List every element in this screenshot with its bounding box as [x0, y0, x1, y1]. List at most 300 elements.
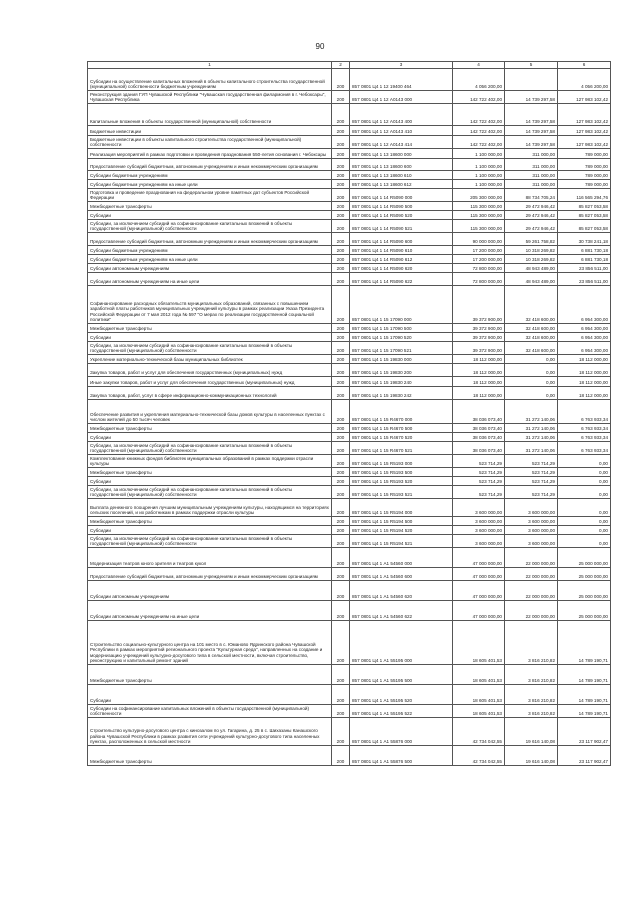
row-name: Модернизация театров юного зрителя и театров кукол: [88, 547, 332, 567]
row-code: 200: [332, 272, 350, 285]
row-plan: 1 100 000,00: [453, 180, 505, 189]
table-row: [88, 386, 611, 399]
row-executed: 88 734 705,24: [505, 189, 558, 202]
row-remaining: 6 954 300,00: [558, 332, 611, 341]
row-classification: 857 0801 Ц4 1 15 R5193 521: [350, 485, 453, 498]
row-plan: 39 372 900,00: [453, 323, 505, 332]
row-plan: 38 036 073,40: [453, 432, 505, 441]
header-col-4: 4: [453, 62, 505, 69]
table-row: [88, 332, 611, 341]
row-executed: 29 472 946,42: [505, 210, 558, 219]
row-remaining: 14 789 190,71: [558, 684, 611, 704]
row-classification: 857 0801 Ц4 1 15 R5193 000: [350, 454, 453, 467]
row-code: 200: [332, 423, 350, 432]
row-name: Межбюджетные трансферты: [88, 745, 332, 765]
row-remaining: 789 000,00: [558, 171, 611, 180]
table-row: [88, 704, 611, 717]
row-plan: 1 100 000,00: [453, 149, 505, 159]
row-executed: 48 943 489,00: [505, 263, 558, 272]
row-classification: 857 0801 Ц4 1 А1 55195 500: [350, 664, 453, 684]
row-classification: 857 0801 Ц4 1 А1 55876 000: [350, 717, 453, 745]
row-plan: 3 600 000,00: [453, 534, 505, 547]
row-code: 200: [332, 180, 350, 189]
table-row: [88, 567, 611, 580]
row-executed: 29 472 946,42: [505, 219, 558, 232]
row-name: Бюджетные инвестиции: [88, 126, 332, 136]
row-executed: 311 000,00: [505, 171, 558, 180]
row-classification: 857 0801 Ц4 1 15 R5193 520: [350, 476, 453, 485]
row-classification: 857 0801 Ц4 1 15 R4670 520: [350, 432, 453, 441]
row-executed: 3 816 210,82: [505, 664, 558, 684]
row-code: 200: [332, 341, 350, 354]
row-classification: 857 0801 Ц4 1 15 19830 200: [350, 363, 453, 376]
row-plan: 142 722 402,00: [453, 136, 505, 149]
budget-table: [87, 61, 611, 766]
row-executed: 523 714,29: [505, 454, 558, 467]
page-number: 90: [315, 42, 325, 51]
table-row: [88, 341, 611, 354]
row-executed: 59 261 758,82: [505, 232, 558, 245]
row-name: Закупка товаров, работ, услуг в сфере информационно-коммуникационных технологий: [88, 386, 332, 399]
row-code: 200: [332, 263, 350, 272]
row-classification: 857 0801 Ц4 1 15 R5194 000: [350, 498, 453, 516]
row-executed: 3 816 210,82: [505, 684, 558, 704]
row-name: Обеспечение развития и укрепления материально-технической базы домов культуры в населенных пунктах с числом жителей до 50 тысяч человек: [88, 399, 332, 423]
row-remaining: 127 983 102,42: [558, 104, 611, 126]
table-row: [88, 516, 611, 525]
row-code: 200: [332, 126, 350, 136]
row-plan: 90 000 000,00: [453, 232, 505, 245]
row-executed: 14 739 297,58: [505, 91, 558, 104]
row-executed: 31 272 140,06: [505, 432, 558, 441]
row-plan: 523 714,29: [453, 467, 505, 476]
row-executed: 31 272 140,06: [505, 441, 558, 454]
row-code: 200: [332, 516, 350, 525]
row-remaining: 18 112 000,00: [558, 376, 611, 386]
row-executed: 523 714,29: [505, 485, 558, 498]
row-name: Бюджетные инвестиции в объекты капитального строительства государственной (муниципальной) собственности: [88, 136, 332, 149]
table-row: [88, 285, 611, 323]
row-code: 200: [332, 498, 350, 516]
table-row: [88, 485, 611, 498]
row-name: Субсидии: [88, 432, 332, 441]
table-row: [88, 423, 611, 432]
row-classification: 857 0801 Ц4 1 15 17090 500: [350, 323, 453, 332]
row-remaining: 6 763 933,34: [558, 432, 611, 441]
row-code: 200: [332, 171, 350, 180]
row-executed: 3 600 000,00: [505, 534, 558, 547]
row-classification: 857 0801 Ц4 1 13 18600 000: [350, 149, 453, 159]
row-plan: 17 200 000,00: [453, 254, 505, 263]
row-code: 200: [332, 525, 350, 534]
row-executed: 14 739 297,58: [505, 126, 558, 136]
header-col-3: 3: [350, 62, 453, 69]
row-code: 200: [332, 467, 350, 476]
row-remaining: 4 056 200,00: [558, 69, 611, 91]
row-classification: 857 0801 Ц4 1 14 R5090 000: [350, 189, 453, 202]
table-row: [88, 580, 611, 600]
row-name: Субсидии бюджетным учреждениям на иные цели: [88, 180, 332, 189]
row-code: 200: [332, 600, 350, 620]
row-name: Предоставление субсидий бюджетным, автономным учреждениям и иным некоммерческим организациям: [88, 159, 332, 171]
table-row: [88, 432, 611, 441]
table-row: [88, 263, 611, 272]
row-remaining: 18 112 000,00: [558, 363, 611, 376]
row-plan: 523 714,29: [453, 485, 505, 498]
row-classification: 857 0801 Ц4 1 12 А0143 410: [350, 126, 453, 136]
row-code: 200: [332, 745, 350, 765]
row-code: 200: [332, 210, 350, 219]
row-name: Подготовка и проведение празднования на федеральном уровне памятных дат субъектов Российской Федерации: [88, 189, 332, 202]
table-row: [88, 232, 611, 245]
row-code: 200: [332, 219, 350, 232]
row-remaining: 0,00: [558, 454, 611, 467]
row-remaining: 6 881 730,18: [558, 254, 611, 263]
row-code: 200: [332, 232, 350, 245]
row-name: Строительство культурно-досугового центра с кинозалом по ул. Гагарина, д. 25 в с. Шихазаны Канашского района Чувашской Республики в рамках развития сети учреждений культурно-досугового типа населенных пунктах, расположенных в сельской местности: [88, 717, 332, 745]
row-plan: 142 722 402,00: [453, 126, 505, 136]
row-classification: 857 0801 Ц4 1 А1 54560 600: [350, 567, 453, 580]
row-code: 200: [332, 580, 350, 600]
row-name: Субсидии автономным учреждениям на иные цели: [88, 600, 332, 620]
table-row: [88, 467, 611, 476]
row-classification: 857 0801 Ц4 1 14 R5090 610: [350, 245, 453, 254]
row-executed: 31 272 140,06: [505, 423, 558, 432]
row-executed: 19 616 140,08: [505, 717, 558, 745]
row-remaining: 0,00: [558, 476, 611, 485]
row-code: 200: [332, 717, 350, 745]
row-code: 200: [332, 201, 350, 210]
row-classification: 857 0801 Ц4 1 15 17090 520: [350, 332, 453, 341]
row-remaining: 85 827 053,58: [558, 201, 611, 210]
row-plan: 523 714,29: [453, 476, 505, 485]
row-remaining: 25 000 000,00: [558, 580, 611, 600]
row-classification: 857 0801 Ц4 1 15 19830 240: [350, 376, 453, 386]
table-row: [88, 547, 611, 567]
row-plan: 38 036 073,40: [453, 441, 505, 454]
row-name: Субсидии, за исключением субсидий на софинансирование капитальных вложений в объекты государственной (муниципальной) собственности: [88, 219, 332, 232]
row-name: Укрепление материально-технической базы муниципальных библиотек: [88, 354, 332, 363]
row-classification: 857 0801 Ц4 1 15 17090 000: [350, 285, 453, 323]
row-remaining: 18 112 000,00: [558, 386, 611, 399]
row-classification: 857 0801 Ц4 1 14 R5090 500: [350, 201, 453, 210]
row-plan: 38 036 073,40: [453, 399, 505, 423]
row-name: Капитальные вложения в объекты государственной (муниципальной) собственности: [88, 104, 332, 126]
row-name: Межбюджетные трансферты: [88, 664, 332, 684]
row-executed: 32 418 600,00: [505, 285, 558, 323]
row-executed: 31 272 140,06: [505, 399, 558, 423]
row-executed: 0,00: [505, 354, 558, 363]
row-executed: 10 318 269,82: [505, 254, 558, 263]
row-classification: 857 0801 Ц4 1 15 R4670 500: [350, 423, 453, 432]
row-classification: 857 0801 Ц4 1 14 R5090 520: [350, 210, 453, 219]
row-name: Субсидии: [88, 210, 332, 219]
table-row: [88, 498, 611, 516]
row-executed: 3 600 000,00: [505, 525, 558, 534]
row-plan: 3 600 000,00: [453, 498, 505, 516]
row-classification: 857 0801 Ц4 1 А1 54560 620: [350, 580, 453, 600]
row-name: Предоставление субсидий бюджетным, автономным учреждениям и иным некоммерческим организациям: [88, 567, 332, 580]
row-remaining: 23 856 511,00: [558, 263, 611, 272]
row-plan: 523 714,29: [453, 454, 505, 467]
row-code: 200: [332, 91, 350, 104]
row-classification: 857 0801 Ц4 1 15 R4670 521: [350, 441, 453, 454]
row-plan: 18 605 401,53: [453, 664, 505, 684]
row-classification: 857 0801 Ц4 1 А1 55195 522: [350, 704, 453, 717]
header-col-1: 1: [88, 62, 332, 69]
row-remaining: 0,00: [558, 485, 611, 498]
row-remaining: 6 954 300,00: [558, 341, 611, 354]
row-remaining: 0,00: [558, 534, 611, 547]
row-remaining: 6 763 933,34: [558, 423, 611, 432]
table-row: [88, 91, 611, 104]
row-classification: 857 0801 Ц4 1 15 R5194 500: [350, 516, 453, 525]
row-code: 200: [332, 432, 350, 441]
row-remaining: 0,00: [558, 498, 611, 516]
row-plan: 18 605 401,53: [453, 684, 505, 704]
row-code: 200: [332, 254, 350, 263]
row-code: 200: [332, 69, 350, 91]
row-code: 200: [332, 547, 350, 567]
row-remaining: 6 954 300,00: [558, 285, 611, 323]
row-plan: 18 112 000,00: [453, 354, 505, 363]
row-remaining: 789 000,00: [558, 149, 611, 159]
row-plan: 4 056 200,00: [453, 69, 505, 91]
table-row: [88, 620, 611, 664]
row-code: 200: [332, 441, 350, 454]
row-plan: 115 300 000,00: [453, 210, 505, 219]
table-row: [88, 684, 611, 704]
row-code: 200: [332, 534, 350, 547]
row-remaining: 6 763 933,34: [558, 441, 611, 454]
table-row: [88, 745, 611, 765]
row-name: Строительство социально-культурного центра на 101 место в с. Юманово Ядринского района Чувашской Республики в рамках мероприятий регионального проекта "Культурная среда", направленных на создание и модернизацию учреждений культурно-досугового типа в сельской местности, включая строительство, реконструкцию и капитальный ремонт зданий: [88, 620, 332, 664]
row-classification: 857 0801 Ц4 1 13 18600 600: [350, 159, 453, 171]
row-name: Предоставление субсидий бюджетным, автономным учреждениям и иным некоммерческим организациям: [88, 232, 332, 245]
row-remaining: 127 983 102,42: [558, 126, 611, 136]
row-remaining: 6 881 730,18: [558, 245, 611, 254]
row-name: Реализация мероприятий в рамках подготовки и проведения празднования 550-летия основания г. Чебоксары: [88, 149, 332, 159]
row-remaining: 127 983 102,42: [558, 136, 611, 149]
row-name: Комплектование книжных фондов библиотек муниципальных образований в рамках поддержки отрасли культуры: [88, 454, 332, 467]
row-plan: 3 600 000,00: [453, 525, 505, 534]
table-row: [88, 525, 611, 534]
row-plan: 39 372 900,00: [453, 341, 505, 354]
row-remaining: 6 954 300,00: [558, 323, 611, 332]
row-executed: 311 000,00: [505, 159, 558, 171]
header-col-5: 5: [505, 62, 558, 69]
row-plan: 38 036 073,40: [453, 423, 505, 432]
row-name: Субсидии, за исключением субсидий на софинансирование капитальных вложений в объекты государственной (муниципальной) собственности: [88, 534, 332, 547]
row-executed: 311 000,00: [505, 180, 558, 189]
row-remaining: 127 983 102,42: [558, 91, 611, 104]
row-remaining: 6 763 933,34: [558, 399, 611, 423]
row-code: 200: [332, 354, 350, 363]
row-code: 200: [332, 485, 350, 498]
row-plan: 39 372 900,00: [453, 332, 505, 341]
row-code: 200: [332, 332, 350, 341]
row-classification: 857 0801 Ц4 1 14 R5090 600: [350, 232, 453, 245]
row-plan: 18 112 000,00: [453, 376, 505, 386]
table-row: [88, 454, 611, 467]
table-row: [88, 476, 611, 485]
row-plan: 42 734 042,55: [453, 745, 505, 765]
row-name: Межбюджетные трансферты: [88, 516, 332, 525]
row-remaining: 116 565 294,76: [558, 189, 611, 202]
row-code: 200: [332, 323, 350, 332]
row-code: 200: [332, 386, 350, 399]
row-code: 200: [332, 399, 350, 423]
row-classification: 857 0801 Ц4 1 15 19830 242: [350, 386, 453, 399]
row-executed: 0,00: [505, 376, 558, 386]
row-name: Субсидии: [88, 332, 332, 341]
row-plan: 115 300 000,00: [453, 201, 505, 210]
row-classification: 857 0801 Ц4 1 12 А0143 400: [350, 104, 453, 126]
table-row: [88, 664, 611, 684]
row-name: Субсидии на софинансирование капитальных вложений в объекты государственной (муниципальной) собственности: [88, 704, 332, 717]
row-executed: 32 418 600,00: [505, 341, 558, 354]
row-code: 200: [332, 363, 350, 376]
row-classification: 857 0801 Ц4 1 А1 55876 500: [350, 745, 453, 765]
row-executed: 14 739 297,58: [505, 104, 558, 126]
row-name: Выплата денежного поощрения лучшим муниципальным учреждениям культуры, находящимся на территориях сельских поселений, и их работникам в рамках поддержки отрасли культуры: [88, 498, 332, 516]
row-plan: 39 372 900,00: [453, 285, 505, 323]
table-row: [88, 69, 611, 91]
row-classification: 857 0801 Ц4 1 15 R5194 521: [350, 534, 453, 547]
row-remaining: 0,00: [558, 525, 611, 534]
row-classification: 857 0801 Ц4 1 12 19400 464: [350, 69, 453, 91]
row-classification: 857 0801 Ц4 1 13 18600 610: [350, 171, 453, 180]
table-row: [88, 354, 611, 363]
table-row: [88, 272, 611, 285]
table-row: [88, 323, 611, 332]
row-plan: 142 722 402,00: [453, 104, 505, 126]
row-executed: 22 000 000,00: [505, 547, 558, 567]
table-row: [88, 399, 611, 423]
row-remaining: 85 827 053,58: [558, 219, 611, 232]
row-name: Субсидии автономным учреждениям на иные цели: [88, 272, 332, 285]
row-remaining: 85 827 053,58: [558, 210, 611, 219]
row-name: Субсидии на осуществление капитальных вложений в объекты капитального строительства государственной (муниципальной) собственности бюджетным учреждениям: [88, 69, 332, 91]
row-name: Межбюджетные трансферты: [88, 201, 332, 210]
row-plan: 47 000 000,00: [453, 580, 505, 600]
row-name: Межбюджетные трансферты: [88, 423, 332, 432]
row-classification: 857 0801 Ц4 1 15 17090 521: [350, 341, 453, 354]
row-plan: 18 112 000,00: [453, 363, 505, 376]
row-name: Межбюджетные трансферты: [88, 467, 332, 476]
row-classification: 857 0801 Ц4 1 14 R5090 620: [350, 263, 453, 272]
row-executed: [505, 69, 558, 91]
table-row: [88, 159, 611, 171]
row-plan: 142 722 402,00: [453, 91, 505, 104]
row-classification: 857 0801 Ц4 1 14 R5090 622: [350, 272, 453, 285]
row-executed: 29 472 946,42: [505, 201, 558, 210]
row-executed: 14 739 297,58: [505, 136, 558, 149]
row-executed: 32 418 600,00: [505, 332, 558, 341]
table-row: [88, 126, 611, 136]
row-code: 200: [332, 476, 350, 485]
row-executed: 48 943 489,00: [505, 272, 558, 285]
table-body: [88, 69, 611, 766]
row-name: Субсидии, за исключением субсидий на софинансирование капитальных вложений в объекты государственной (муниципальной) собственности: [88, 341, 332, 354]
row-plan: 47 000 000,00: [453, 567, 505, 580]
table-row: [88, 171, 611, 180]
row-classification: 857 0801 Ц4 1 А1 55195 520: [350, 684, 453, 704]
row-remaining: 14 789 190,71: [558, 704, 611, 717]
table-row: [88, 363, 611, 376]
row-name: Субсидии бюджетным учреждениям на иные цели: [88, 254, 332, 263]
table-row: [88, 104, 611, 126]
table-row: [88, 245, 611, 254]
row-name: Субсидии: [88, 684, 332, 704]
row-classification: 857 0801 Ц4 1 15 R4670 000: [350, 399, 453, 423]
table-row: [88, 210, 611, 219]
row-code: 200: [332, 454, 350, 467]
table-row: [88, 149, 611, 159]
row-code: 200: [332, 149, 350, 159]
row-executed: 19 616 140,08: [505, 745, 558, 765]
row-executed: 3 600 000,00: [505, 516, 558, 525]
table-row: [88, 136, 611, 149]
row-executed: 22 000 000,00: [505, 600, 558, 620]
row-executed: 311 000,00: [505, 149, 558, 159]
row-executed: 22 000 000,00: [505, 567, 558, 580]
row-name: Софинансирование расходных обязательств муниципальных образований, связанных с повышением заработной платы работников муниципальных учреждений культуры в рамках реализации Указа Президента Российской Федерации от 7 мая 2012 года № 597 "О мерах по реализации государственной социальной политики": [88, 285, 332, 323]
row-executed: 3 816 210,82: [505, 704, 558, 717]
row-name: Субсидии: [88, 525, 332, 534]
row-plan: 1 100 000,00: [453, 159, 505, 171]
row-classification: 857 0801 Ц4 1 А1 55195 000: [350, 620, 453, 664]
row-executed: 3 816 210,82: [505, 620, 558, 664]
row-plan: 42 734 042,55: [453, 717, 505, 745]
row-code: 200: [332, 159, 350, 171]
row-remaining: 23 117 902,47: [558, 717, 611, 745]
header-col-6: 6: [558, 62, 611, 69]
row-remaining: 30 738 241,18: [558, 232, 611, 245]
row-code: 200: [332, 684, 350, 704]
row-plan: 205 300 000,00: [453, 189, 505, 202]
row-name: Субсидии, за исключением субсидий на софинансирование капитальных вложений в объекты государственной (муниципальной) собственности: [88, 485, 332, 498]
row-executed: 523 714,29: [505, 467, 558, 476]
row-code: 200: [332, 245, 350, 254]
row-name: Межбюджетные трансферты: [88, 323, 332, 332]
row-executed: 3 600 000,00: [505, 498, 558, 516]
row-code: 200: [332, 285, 350, 323]
row-plan: 18 605 401,53: [453, 620, 505, 664]
row-plan: 47 000 000,00: [453, 600, 505, 620]
row-name: Реконструкция здания ГУП Чувашской Республики "Чувашская государственная филармония в г. Чебоксары", Чувашская Республика: [88, 91, 332, 104]
row-code: 200: [332, 567, 350, 580]
row-remaining: 25 000 000,00: [558, 547, 611, 567]
row-plan: 115 300 000,00: [453, 219, 505, 232]
table-row: [88, 219, 611, 232]
row-classification: 857 0801 Ц4 1 15 R5194 520: [350, 525, 453, 534]
row-code: 200: [332, 136, 350, 149]
row-name: Субсидии, за исключением субсидий на софинансирование капитальных вложений в объекты государственной (муниципальной) собственности: [88, 441, 332, 454]
row-code: 200: [332, 104, 350, 126]
table-row: [88, 189, 611, 202]
table-row: [88, 534, 611, 547]
row-code: 200: [332, 664, 350, 684]
row-plan: 18 605 401,53: [453, 704, 505, 717]
row-classification: 857 0801 Ц4 1 14 R5090 521: [350, 219, 453, 232]
row-name: Закупка товаров, работ и услуг для обеспечения государственных (муниципальных) нужд: [88, 363, 332, 376]
row-name: Субсидии автономным учреждениям: [88, 263, 332, 272]
row-remaining: 789 000,00: [558, 180, 611, 189]
row-name: Субсидии бюджетным учреждениям: [88, 245, 332, 254]
row-remaining: 25 000 000,00: [558, 567, 611, 580]
row-remaining: 0,00: [558, 467, 611, 476]
